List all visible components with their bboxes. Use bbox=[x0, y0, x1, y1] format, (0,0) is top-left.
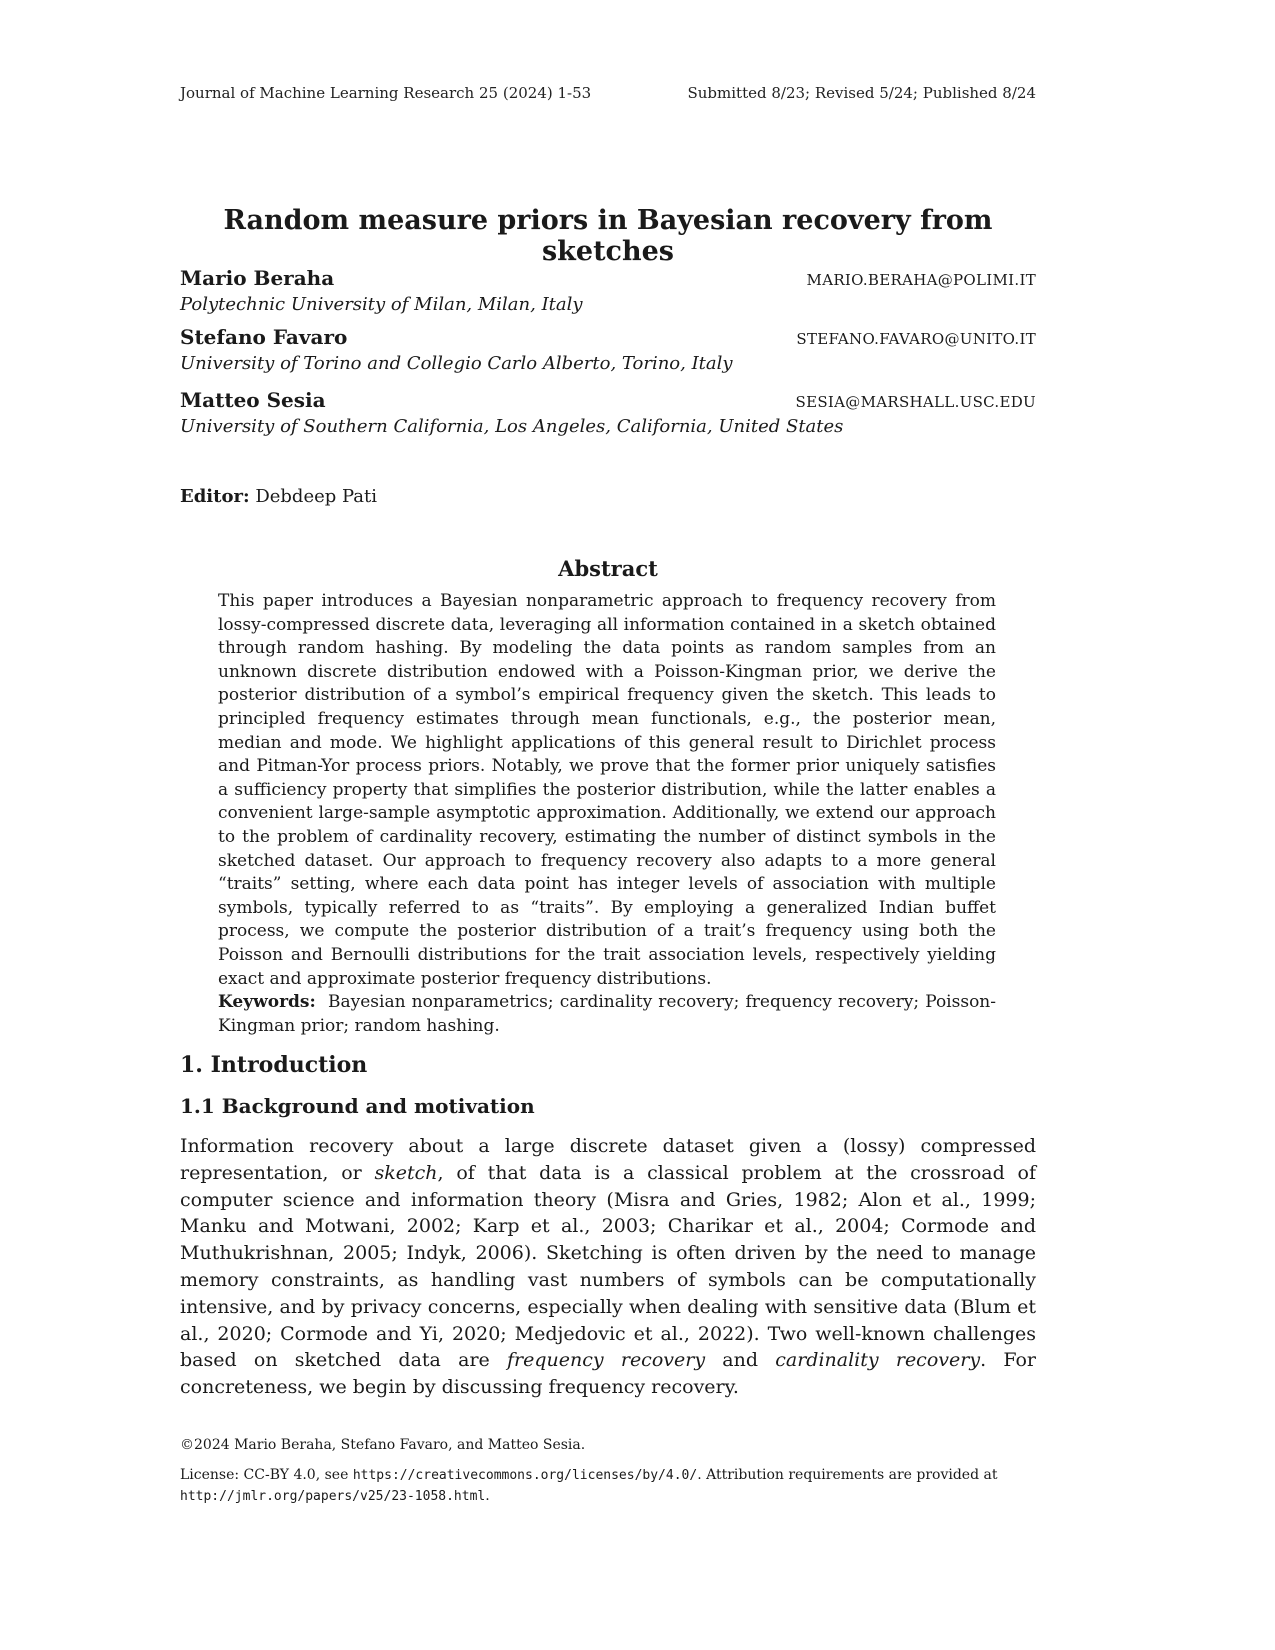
keywords-label: Keywords: bbox=[218, 992, 316, 1013]
text-run: . For concreteness, we begin by discussing frequency recovery. bbox=[180, 1349, 1036, 1399]
body-text bbox=[180, 1133, 1036, 1401]
editor-label: Editor: bbox=[180, 486, 250, 507]
paper-link[interactable]: http://jmlr.org/papers/v25/23-1058.html bbox=[180, 1489, 486, 1504]
text-run: . Attribution requirements are provided at bbox=[697, 1467, 998, 1483]
author-affiliation: University of Southern California, Los Angeles, California, United States bbox=[180, 416, 844, 437]
author-email[interactable]: SESIA@MARSHALL.USC.EDU bbox=[795, 393, 1036, 411]
author-name: Matteo Sesia bbox=[180, 388, 326, 412]
license-link[interactable]: https://creativecommons.org/licenses/by/4.0/ bbox=[352, 1468, 698, 1483]
abstract-heading: Abstract bbox=[558, 556, 658, 581]
author-name: Stefano Favaro bbox=[180, 325, 348, 349]
subsection-heading: 1.1 Background and motivation bbox=[180, 1094, 535, 1118]
abstract-text: This paper introduces a Bayesian nonparametric approach to frequency recovery from lossy-compressed discrete data, leveraging all information contained in a sketch obtained through random hashing. By modeling the data points as random samples from an unknown discrete distribution endowed with a Poisson-Kingman prior, we derive the posterior distribution of a symbol’s empirical frequency given the sketch. This leads to principled frequency estimates through mean functionals, e.g., the posterior mean, median and mode. We highlight applications of this general result to Dirichlet process and Pitman-Yor process priors. Notably, we prove that the former prior uniquely satisfies a sufficiency property that simplifies the posterior distribution, while the latter enables a convenient large-sample asymptotic approximation. Additionally, we extend our approach to the problem of cardinality recovery, estimating the number of distinct symbols in the sketched dataset. Our approach to frequency recovery also adapts to a more general “traits” setting, where each data point has integer levels of association with multiple symbols, typically referred to as “traits”. By employing a generalized Indian buffet process, we compute the posterior distribution of a trait’s frequency using both the Poisson and Bernoulli distributions for the trait association levels, respectively yielding exact and approximate posterior frequency distributions. bbox=[218, 591, 996, 989]
copyright-notice: ©2024 Mario Beraha, Stefano Favaro, and Matteo Sesia. bbox=[180, 1437, 586, 1453]
author-affiliation: University of Torino and Collegio Carlo Alberto, Torino, Italy bbox=[180, 353, 733, 374]
section-heading: 1. Introduction bbox=[180, 1052, 368, 1078]
journal-info: Journal of Machine Learning Research 25 (2024) 1-53 bbox=[180, 84, 592, 102]
text-run: . bbox=[485, 1488, 490, 1504]
editor-name: Debdeep Pati bbox=[255, 486, 378, 507]
author-affiliation: Polytechnic University of Milan, Milan, Italy bbox=[180, 294, 583, 315]
submission-dates: Submitted 8/23; Revised 5/24; Published 8/24 bbox=[687, 84, 1036, 102]
author-block bbox=[180, 388, 1036, 437]
author-block bbox=[180, 266, 1036, 315]
emphasis: cardinality recovery bbox=[775, 1349, 981, 1372]
paragraph bbox=[180, 1133, 1036, 1401]
author-email[interactable]: MARIO.BERAHA@POLIMI.IT bbox=[806, 271, 1036, 289]
text-run: Information recovery about a large discrete dataset given a (lossy) compressed representation, or bbox=[180, 1135, 1036, 1184]
author-name: Mario Beraha bbox=[180, 266, 335, 290]
emphasis: frequency recovery bbox=[507, 1349, 706, 1372]
text-run: , of that data is a classical problem at the crossroad of computer science and information theory (Misra and Gries, 1982; Alon et al., 1999; Manku and Motwani, 2002; Karp et al., 2003; Charikar et al., 2004; Cormode and Muthukrishnan, 2005; Indyk, 2006). Sketching is often driven by the need to manage memory constraints, as handling vast numbers of symbols can be computationally intensive, and by privacy concerns, especially when dealing with sensitive data (Blum et al., 2020; Cormode and Yi, 2020; Medjedovic et al., 2022). Two well-known challenges based on sketched data are bbox=[180, 1161, 1036, 1372]
abstract bbox=[218, 590, 996, 1038]
emphasis: sketch bbox=[374, 1161, 438, 1184]
license-notice bbox=[180, 1465, 1036, 1507]
paper-title: Random measure priors in Bayesian recovery from sketches bbox=[223, 205, 993, 267]
keywords-text: Bayesian nonparametrics; cardinality recovery; frequency recovery; Poisson-Kingman prior; random hashing. bbox=[218, 992, 996, 1036]
author-block bbox=[180, 325, 1036, 374]
text-run: License: CC-BY 4.0, see bbox=[180, 1467, 353, 1483]
editor-line bbox=[180, 486, 377, 507]
text-run: and bbox=[705, 1349, 776, 1372]
author-email[interactable]: STEFANO.FAVARO@UNITO.IT bbox=[796, 330, 1036, 348]
running-header bbox=[180, 84, 1036, 102]
keywords bbox=[218, 991, 996, 1038]
